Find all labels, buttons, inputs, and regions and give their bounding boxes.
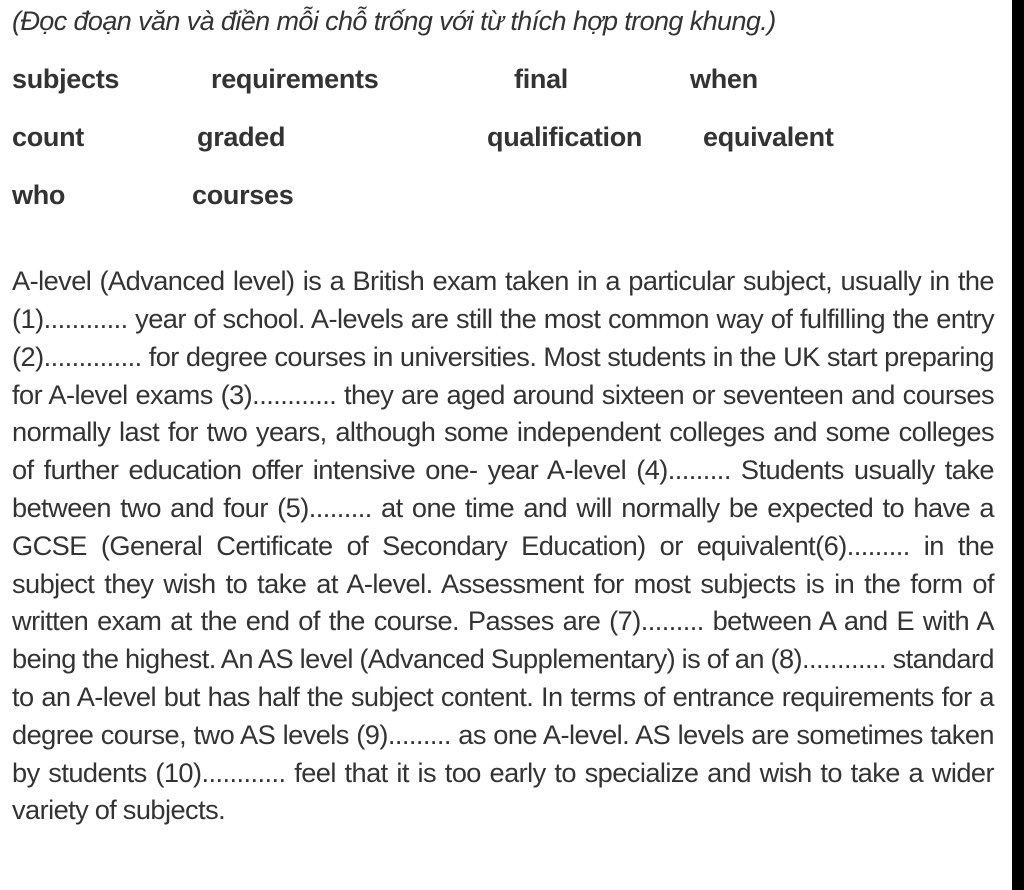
word-option: final: [514, 64, 569, 94]
word-option: equivalent: [703, 122, 834, 152]
word-option: courses: [192, 180, 294, 210]
word-option: count: [12, 122, 84, 152]
word-option: subjects: [12, 64, 120, 94]
word-option: requirements: [211, 64, 379, 94]
word-option: who: [12, 180, 66, 210]
reading-passage: A-level (Advanced level) is a British exam taken in a particular subject, usually in the (1)............ year of school. A-levels are still the most common way of fulfilling the entry (2).............. for degree courses in universities. Most students in the UK start preparing for A-level exams (3)............ they are aged around sixteen or seventeen and courses normally last for two years, although some independent colleges and some colleges of further education offer intensive one- year A-level (4)......... Students usually take between two and four (5)......... at one time and will normally be expected to have a GCSE (General Certificate of Secondary Education) or equivalent(6)......... in the subject they wish to take at A-level. Assessment for most subjects is in the form of written exam at the end of the course. Passes are (7)......... between A and E with A being the highest. An AS level (Advanced Supplementary) is of an (8)............ standard to an A-level but has half the subject content. In terms of entrance requirements for a degree course, two AS levels (9)......... as one A-level. AS levels are sometimes taken by students (10)............ feel that it is too early to specialize and wish to take a wider variety of subjects.: [12, 265, 994, 826]
word-option: qualification: [487, 122, 643, 152]
instruction-text: (Đọc đoạn văn và điền mỗi chỗ trống với từ thích hợp trong khung.): [12, 6, 776, 36]
word-option: graded: [197, 122, 286, 152]
word-option: when: [690, 64, 758, 94]
